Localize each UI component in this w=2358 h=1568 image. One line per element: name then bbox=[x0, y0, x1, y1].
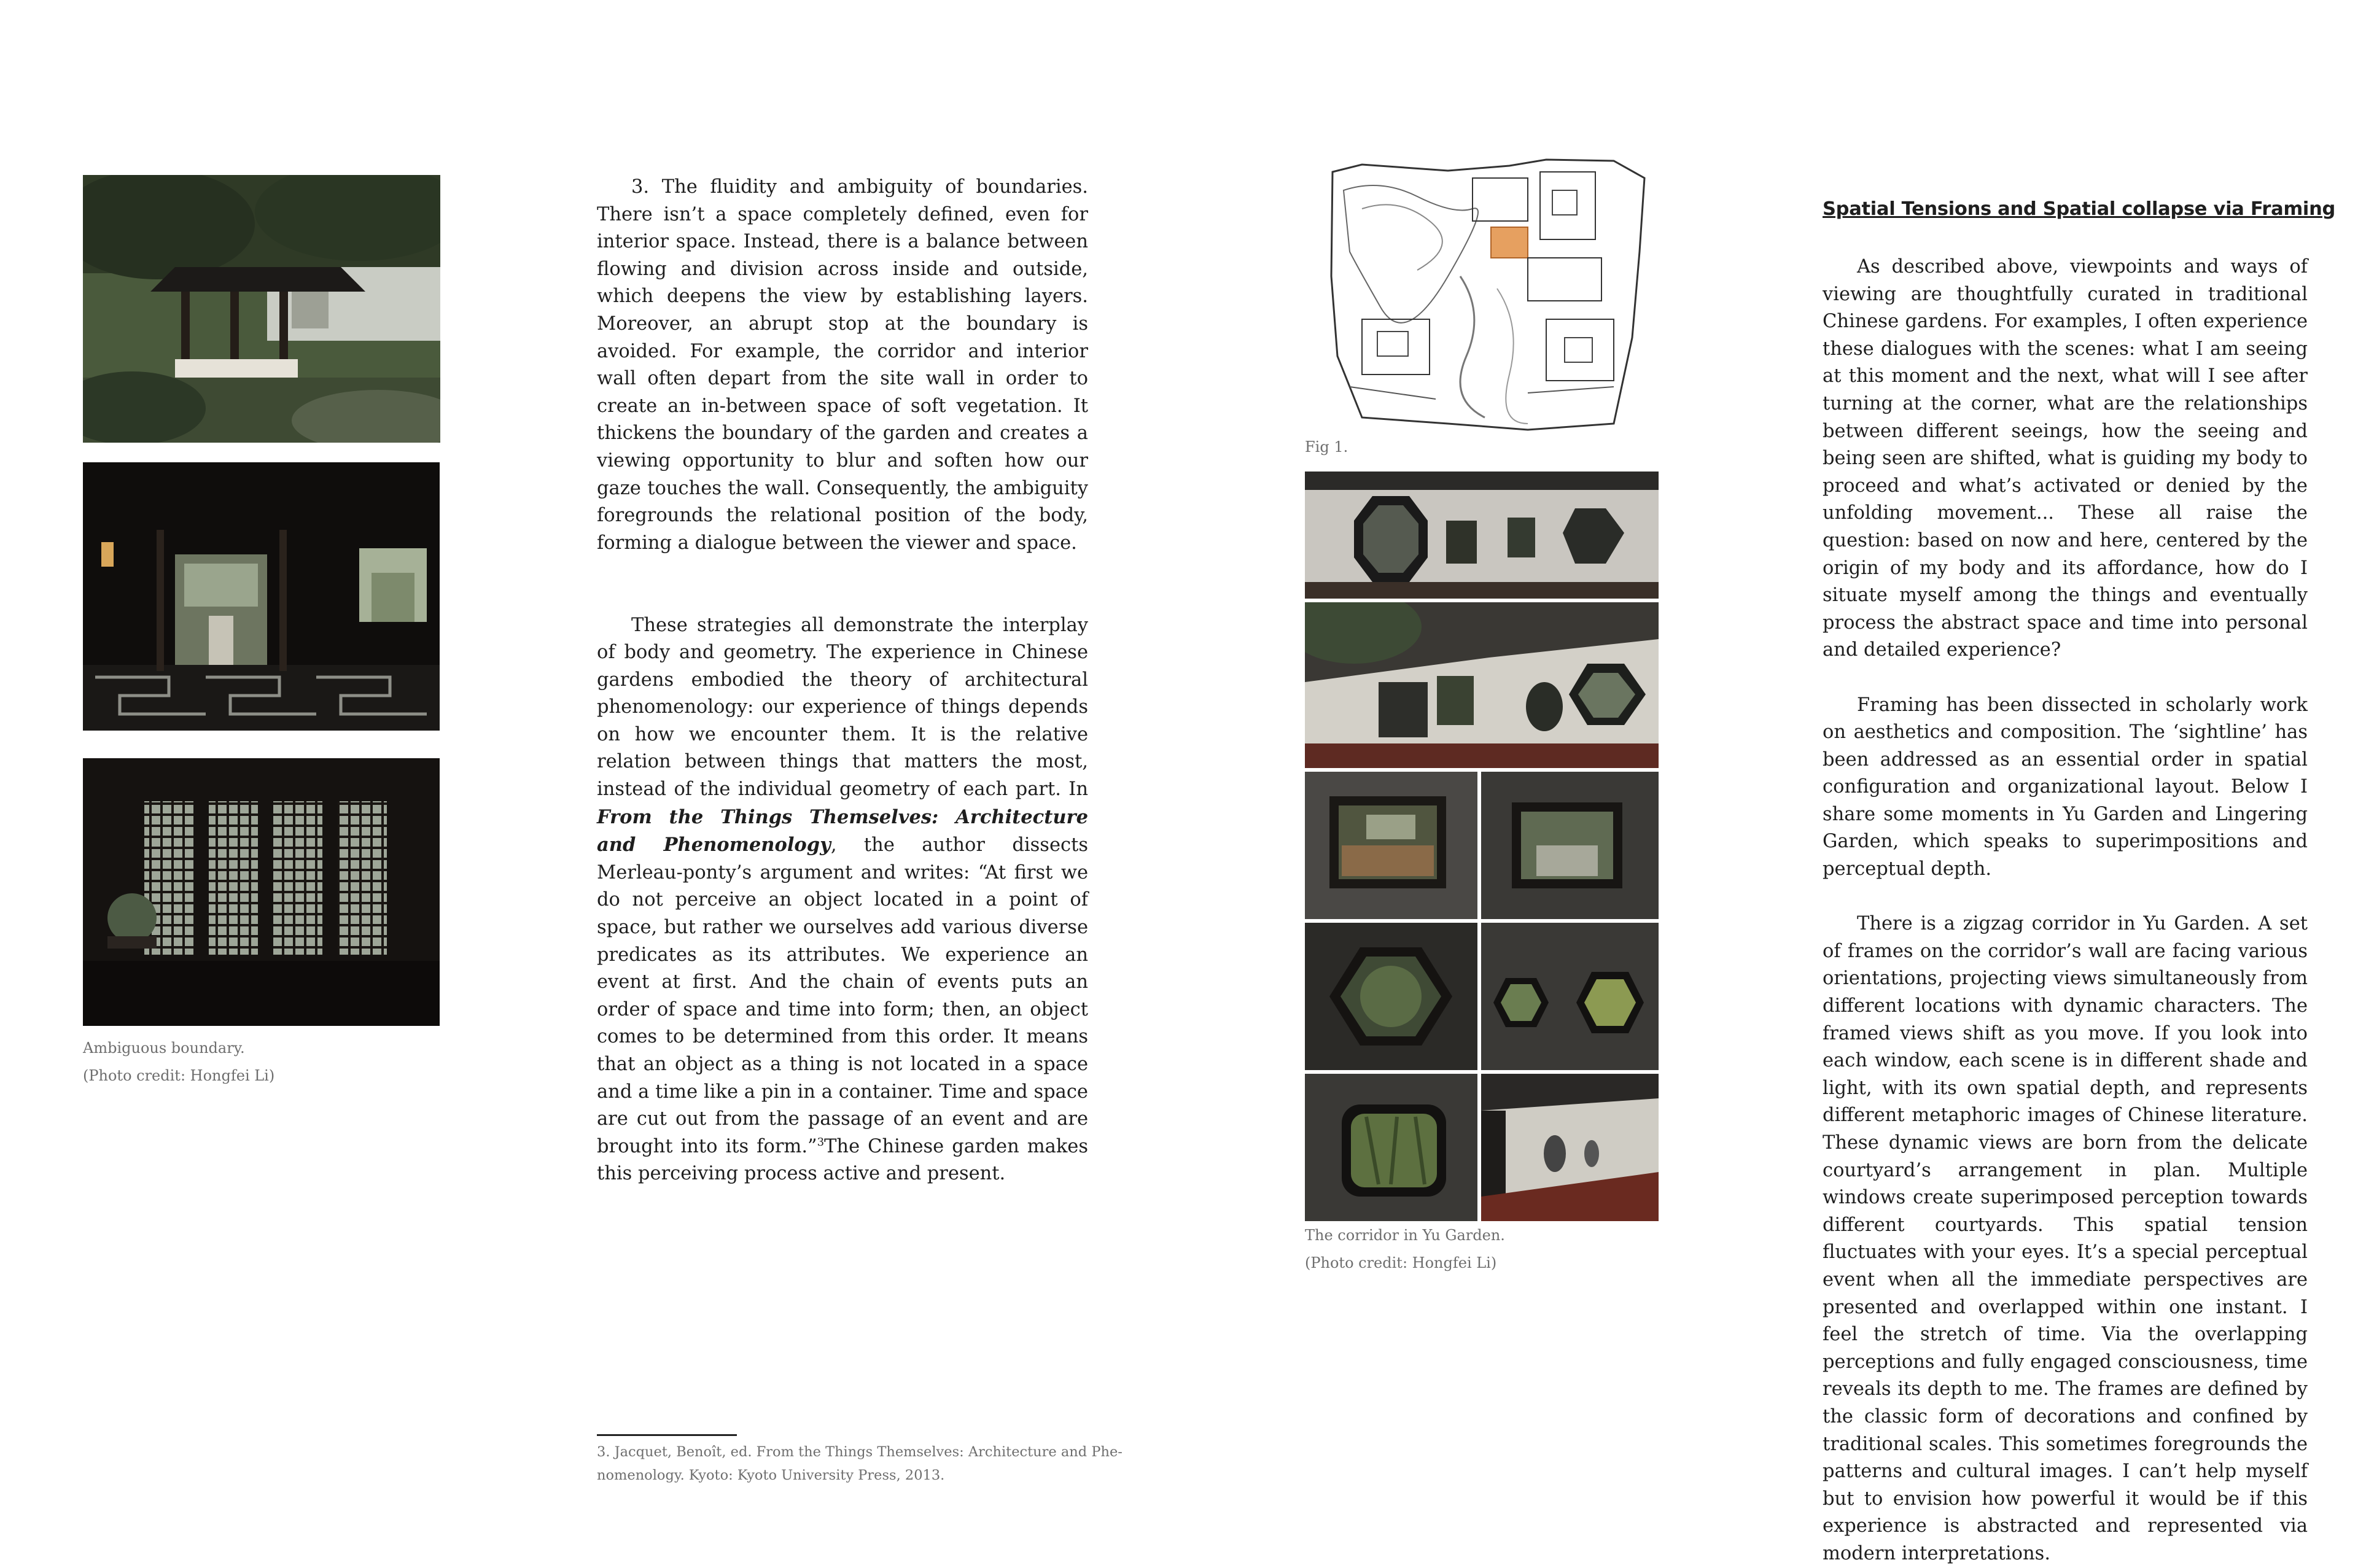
paragraph-boundaries: 3. The fluidity and ambiguity of boundaries. There isn’t a space completely defined, even for interior space. Instead, there is a balance between flowing and division across inside and outside, which deepens the view by establishing layers. Moreover, an abrupt stop at the boundary is avoided. For example, the corridor and interior wall often depart from the site wall in order to create an in-between space of soft vegetation. It thickens the boundary of the garden and creates a viewing opportunity to blur and soften how our gaze touches the wall. Consequently, the ambiguity foregrounds the relational position of the body, forming a dialogue between the viewer and space. bbox=[597, 176, 1088, 554]
section-heading: Spatial Tensions and Spatial collapse via Framing bbox=[1823, 198, 2336, 220]
paragraph-zigzag-corridor: There is a zigzag corridor in Yu Garden. A set of frames on the corridor’s wall are facing various orientations, projecting views simultaneously from different locations with dynamic characters. The framed views shift as you move. If you look into each window, each scene is in different shade and light, with its own spatial depth, and represents different metaphoric images of Chinese literature. These dynamic views are born from the delicate courtyard’s arrangement in plan. Multiple windows create superimposed perception towards different courtyards. This spatial tension fluctuates with your eyes. It’s a special perceptual event when all the immediate perspectives are presented and overlapped within one instant. I feel the stretch of time. Via the overlapping perceptions and fully engaged consciousness, time reveals its depth to me. The frames are defined by the classic form of decorations and confined by traditional scales. This sometimes foregrounds the patterns and cultural images. I can’t help myself but to envision how powerful it would be if this experience is abstracted and represented via modern interpretations. bbox=[1823, 913, 2308, 1564]
garden-plan-drawing bbox=[1325, 153, 1648, 433]
corridor-perspective-photo bbox=[1481, 1074, 1659, 1221]
paragraph-text: , the author dissects Merleau-ponty’s argument and writes: “At first we do not perceive an object located in a point of space, but rather we ourselves add various diverse predicates as its attributes. We experience an event at first. And the chain of events puts an order of space and time into form; then, an object comes to be determined from this order. It means that an object as a thing is not located in a space and a time like a pin in a container. Time and space are cut out from the passage of an event and are brought into its form.” bbox=[597, 834, 1088, 1157]
corridor-photo-caption bbox=[1305, 1222, 1505, 1277]
paragraph-text: These strategies all demonstrate the interplay of body and geometry. The experience in Chinese gardens embodied the theory of architectural phenomenology: our experience of things depends on how we encounter them. It is the relative relation between things that matters the most, instead of the individual geometry of each part. In bbox=[597, 614, 1088, 801]
bamboo-window-photo bbox=[1305, 1074, 1477, 1221]
lattice-window-photo bbox=[83, 758, 440, 1026]
caption-line: The corridor in Yu Garden. bbox=[1305, 1227, 1505, 1244]
caption-credit: (Photo credit: Hongfei Li) bbox=[1305, 1254, 1497, 1271]
footnote-rule bbox=[597, 1434, 737, 1436]
footnote-line: 3. Jacquet, Benoît, ed. From the Things Themselves: Architecture and Phe- bbox=[597, 1444, 1123, 1460]
paragraph-strategies bbox=[597, 612, 1088, 1188]
paragraph-text: The Chinese garden makes this perceiving process active and present. bbox=[597, 1135, 1088, 1185]
hexagon-window-photo-a bbox=[1305, 923, 1477, 1070]
footnote-marker: 3 bbox=[817, 1135, 825, 1149]
hexagon-window-photo-b bbox=[1481, 923, 1659, 1070]
paragraph-viewpoints: As described above, viewpoints and ways of viewing are thoughtfully curated in traditional Chinese gardens. For examples, I often experience these dialogues with the scenes: what I am seeing at this moment and the next, what will I see after turning at the corner, what are the relationships between different seeings, how the seeing and being seen are shifted, what is guiding my body to proceed and what’s activated or denied by the unfolding movement... These all raise the question: based on now and here, centered by the origin of my body and its affordance, how do I situate myself among the things and eventually process the abstract space and time into personal and detailed experience? bbox=[1823, 256, 2308, 661]
fig-label: Fig 1. bbox=[1305, 438, 1348, 456]
caption-credit: (Photo credit: Hongfei Li) bbox=[83, 1067, 275, 1084]
interior-window-photo bbox=[83, 462, 440, 731]
corridor-roof-photo bbox=[1305, 602, 1659, 768]
garden-pavilion-photo bbox=[83, 175, 440, 443]
book-title: From the Things Themselves: Architecture and Phenomenology bbox=[597, 805, 1088, 856]
corridor-window-photo-a bbox=[1305, 772, 1477, 919]
footnote-line: nomenology. Kyoto: Kyoto University Press, 2013. bbox=[597, 1467, 945, 1483]
right-text-column bbox=[1823, 254, 2308, 1568]
middle-text-column bbox=[597, 174, 1088, 1188]
corridor-octagon-window-photo bbox=[1305, 472, 1659, 599]
caption-line: Ambiguous boundary. bbox=[83, 1039, 245, 1057]
paragraph-framing: Framing has been dissected in scholarly work on aesthetics and composition. The ‘sightline’ has been addressed as an essential order in spatial configuration and organizational layout. Below I share some moments in Yu Garden and Lingering Garden, which speaks to superimpositions and perceptual depth. bbox=[1823, 694, 2308, 880]
footnote bbox=[597, 1440, 1123, 1487]
corridor-window-photo-b bbox=[1481, 772, 1659, 919]
left-photo-caption bbox=[83, 1034, 274, 1090]
